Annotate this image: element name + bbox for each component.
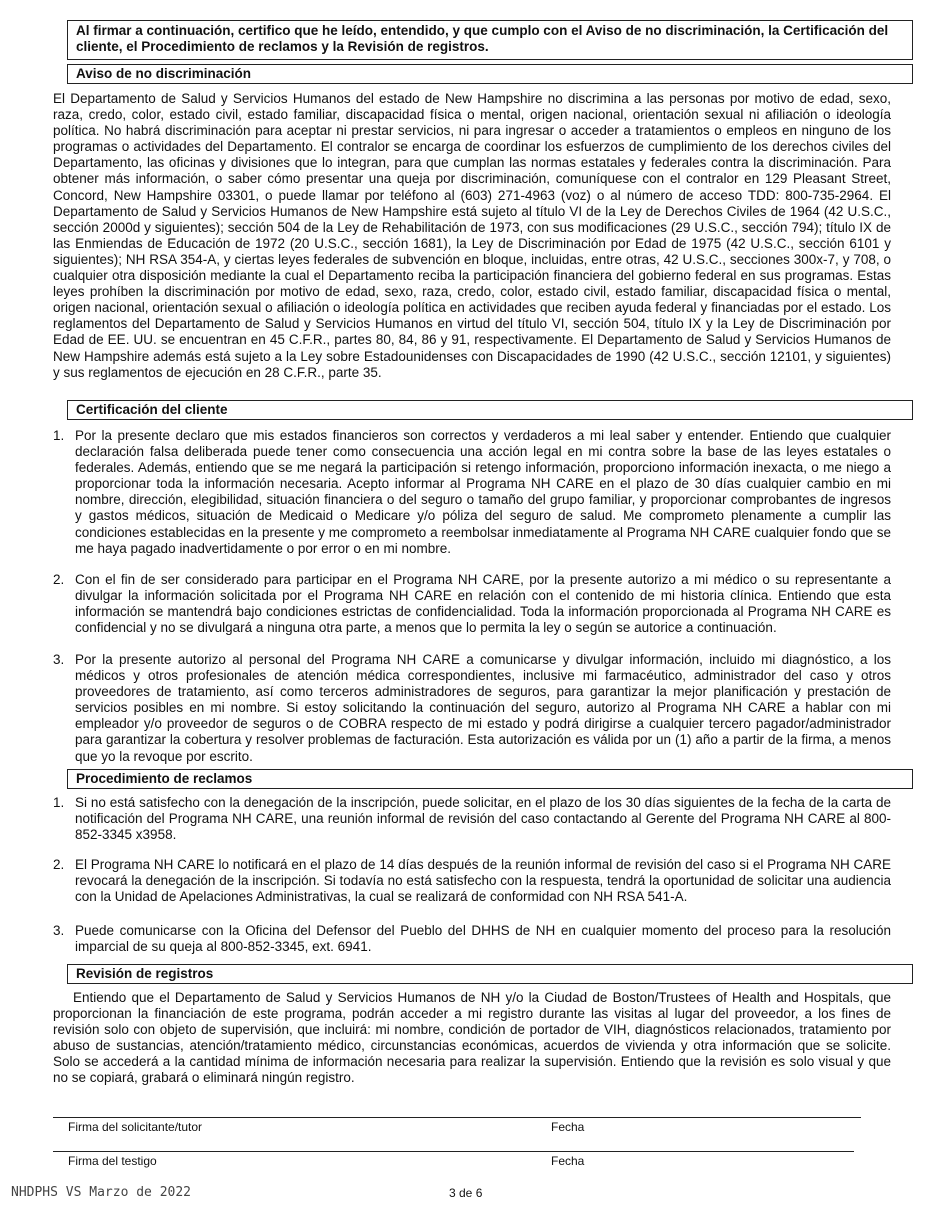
section-header-nondiscrimination bbox=[67, 64, 913, 84]
certification-statement bbox=[67, 20, 913, 60]
item-number: 2. bbox=[53, 857, 65, 872]
list-item bbox=[53, 795, 891, 843]
witness-date-label: Fecha bbox=[551, 1154, 585, 1168]
applicant-signature-label: Firma del solicitante/tutor bbox=[68, 1120, 203, 1134]
section-title: Procedimiento de reclamos bbox=[76, 771, 253, 786]
item-number: 1. bbox=[53, 795, 65, 810]
item-text: Si no está satisfecho con la denegación de la inscripción, puede solicitar, en el plazo de los 30 días siguientes de la fecha de la carta de notificación del Programa NH CARE, una reunión informal de revisión del caso contactando al Gerente del Programa NH CARE al 800-852-3345 x3958. bbox=[75, 795, 891, 843]
item-text: El Programa NH CARE lo notificará en el plazo de 14 días después de la reunión informal de revisión del caso si el Programa NH CARE revocará la denegación de la inscripción. Si todavía no está satisfecho con la respuesta, tendrá la oportunidad de solicitar una audiencia con la Unidad de Apelaciones Administrativas, la cual se realizará de conformidad con NH RSA 541-A. bbox=[75, 857, 891, 905]
applicant-signature-line[interactable] bbox=[53, 1117, 861, 1118]
section-header-client-certification bbox=[67, 400, 913, 420]
list-item bbox=[53, 923, 891, 955]
item-text: Por la presente autorizo al personal del Programa NH CARE a comunicarse y divulgar información, incluido mi diagnóstico, a los médicos y otros profesionales de atención médica correspondientes, inclusive mi farmacéutico, administrador del caso y otros proveedores de tratamiento, así como terceros administradores de seguros, para garantizar la mejor planificación y prestación de servicios posibles en mi nombre. Si estoy solicitando la continuación del seguro, autorizo al Programa NH CARE a hablar con mi empleador y/o proveedor de seguros o de COBRA respecto de mi estado y podrá dirigirse a cualquier tercero pagador/administrador para garantizar la cobertura y resolver problemas de facturación. Esta autorización es válida por un (1) año a partir de la firma, a menos que yo la revoque por escrito. bbox=[75, 652, 891, 764]
item-text: Con el fin de ser considerado para participar en el Programa NH CARE, por la presente autorizo a mi médico o su representante a divulgar la información solicitada por el Programa NH CARE en relación con el contenido de mi historia clínica. Entiendo que esta información se mantendrá bajo condiciones estrictas de confidencialidad. Toda la información proporcionada al Programa NH CARE es confidencial y no se divulgará a ninguna otra parte, a menos que lo permita la ley o según se autorice a continuación. bbox=[75, 572, 891, 636]
section-header-grievance bbox=[67, 769, 913, 789]
item-number: 3. bbox=[53, 923, 65, 938]
list-item bbox=[53, 428, 891, 557]
page-number: 3 de 6 bbox=[449, 1186, 483, 1200]
section-title: Certificación del cliente bbox=[76, 402, 228, 417]
witness-signature-line[interactable] bbox=[53, 1151, 854, 1152]
list-item bbox=[53, 572, 891, 636]
item-number: 2. bbox=[53, 572, 65, 587]
item-number: 1. bbox=[53, 428, 65, 443]
section-title: Revisión de registros bbox=[76, 966, 214, 981]
form-identifier: NHDPHS VS Marzo de 2022 bbox=[11, 1185, 192, 1200]
item-text: Puede comunicarse con la Oficina del Defensor del Pueblo del DHHS de NH en cualquier momento del proceso para la resolución imparcial de su queja al 800-852-3345, ext. 6941. bbox=[75, 923, 891, 955]
list-item bbox=[53, 857, 891, 905]
section-header-records-review bbox=[67, 964, 913, 984]
item-text: Por la presente declaro que mis estados financieros son correctos y verdaderos a mi leal saber y entender. Entiendo que cualquier declaración falsa deliberada puede tener como consecuencia una acción legal en mi contra sobre la base de las leyes estatales o federales. Además, entiendo que se me negará la participación si retengo información, proporciono información inexacta, o me niego a proporcionar toda la información necesaria. Acepto informar al Programa NH CARE en el plazo de 30 días cualquier cambio en mi nombre, dirección, elegibilidad, situación financiera o del seguro o tamaño del grupo familiar, y proporcionar comprobantes de ingresos y gastos médicos, situación de Medicaid o Medicare y/o póliza del seguro de salud. Me comprometo plenamente a cumplir las condiciones establecidas en la presente y me comprometo a reembolsar inmediatamente al Programa NH CARE cualquier fondo que se me haya pagado inadvertidamente o por error o en mi nombre. bbox=[75, 428, 891, 556]
item-number: 3. bbox=[53, 652, 65, 667]
applicant-date-label: Fecha bbox=[551, 1120, 585, 1134]
list-item bbox=[53, 652, 891, 765]
section-title: Aviso de no discriminación bbox=[76, 66, 252, 81]
records-review-body: Entiendo que el Departamento de Salud y Servicios Humanos de NH y/o la Ciudad de Boston/Trustees of Health and Hospitals, que proporcionan la financiación de este programa, podrán acceder a mi registro durante las visitas al lugar del proveedor, a los fines de revisión solo con objeto de supervisión, que incluirá: mi nombre, condición de portador de VIH, diagnósticos relacionados, tratamiento por abuso de sustancias, atención/tratamiento médico, circunstancias económicas, acuerdos de vivienda y otra información que se solicite. Solo se accederá a la cantidad mínima de información necesaria para realizar la supervisión. Entiendo que la revisión es solo visual y que no se copiará, grabará o eliminará ningún registro. bbox=[53, 990, 891, 1086]
nondiscrimination-body: El Departamento de Salud y Servicios Humanos del estado de New Hampshire no discrimina a las personas por motivo de edad, sexo, raza, credo, color, estado civil, estado familiar, discapacidad física o mental, origen nacional, orientación sexual ni afiliación o ideología política. No habrá discriminación para aceptar ni prestar servicios, ni para ingresar o acceder a tratamientos o empleos en ninguno de los programas o actividades del Departamento. El contralor se encarga de coordinar los esfuerzos de cumplimiento de los derechos civiles del Departamento, las oficinas y divisiones que lo integran, para que cumplan las normas estatales y federales contra la discriminación. Para obtener más información, o saber cómo presentar una queja por discriminación, comuníquese con el contralor en 129 Pleasant Street, Concord, New Hampshire 03301, o puede llamar por teléfono al (603) 271-4963 (voz) o al número de acceso TDD: 800-735-2964. El Departamento de Salud y Servicios Humanos de New Hampshire está sujeto al título VI de la Ley de Derechos Civiles de 1964 (42 U.S.C., sección 2000d y siguientes); sección 504 de la Ley de Rehabilitación de 1973, con sus modificaciones (29 U.S.C., sección 794); título IX de las Enmiendas de Educación de 1972 (20 U.S.C., sección 1681), la Ley de Discriminación por Edad de 1975 (42 U.S.C., sección 6101 y siguientes); NH RSA 354-A, y ciertas leyes federales de subvención en bloque, incluidas, entre otras, 42 U.S.C., secciones 300x-7, y 708, o cualquier otra disposición mediante la cual el Departamento reciba la participación financiera del gobierno federal en sus programas. Estas leyes prohíben la discriminación por motivo de edad, sexo, raza, credo, color, estado civil, estado familiar, discapacidad física o mental, origen nacional, orientación sexual o afiliación o ideología política en actividades que reciben ayuda federal y financiadas por el estado. Los reglamentos del Departamento de Salud y Servicios Humanos en virtud del título VI, sección 504, título IX y la Ley de Discriminación por Edad de EE. UU. se encuentran en 45 C.F.R., partes 80, 84, 86 y 91, respectivamente. El Departamento de Salud y Servicios Humanos de New Hampshire además está sujeto a la Ley sobre Estadounidenses con Discapacidades de 1990 (42 U.S.C., sección 12101, y siguientes) y sus reglamentos de ejecución en 28 C.F.R., parte 35. bbox=[53, 91, 891, 380]
certification-text: Al firmar a continuación, certifico que he leído, entendido, y que cumplo con el Aviso de no discriminación, la Certificación del cliente, el Procedimiento de reclamos y la Revisión de registros. bbox=[76, 23, 889, 54]
witness-signature-label: Firma del testigo bbox=[68, 1154, 157, 1168]
